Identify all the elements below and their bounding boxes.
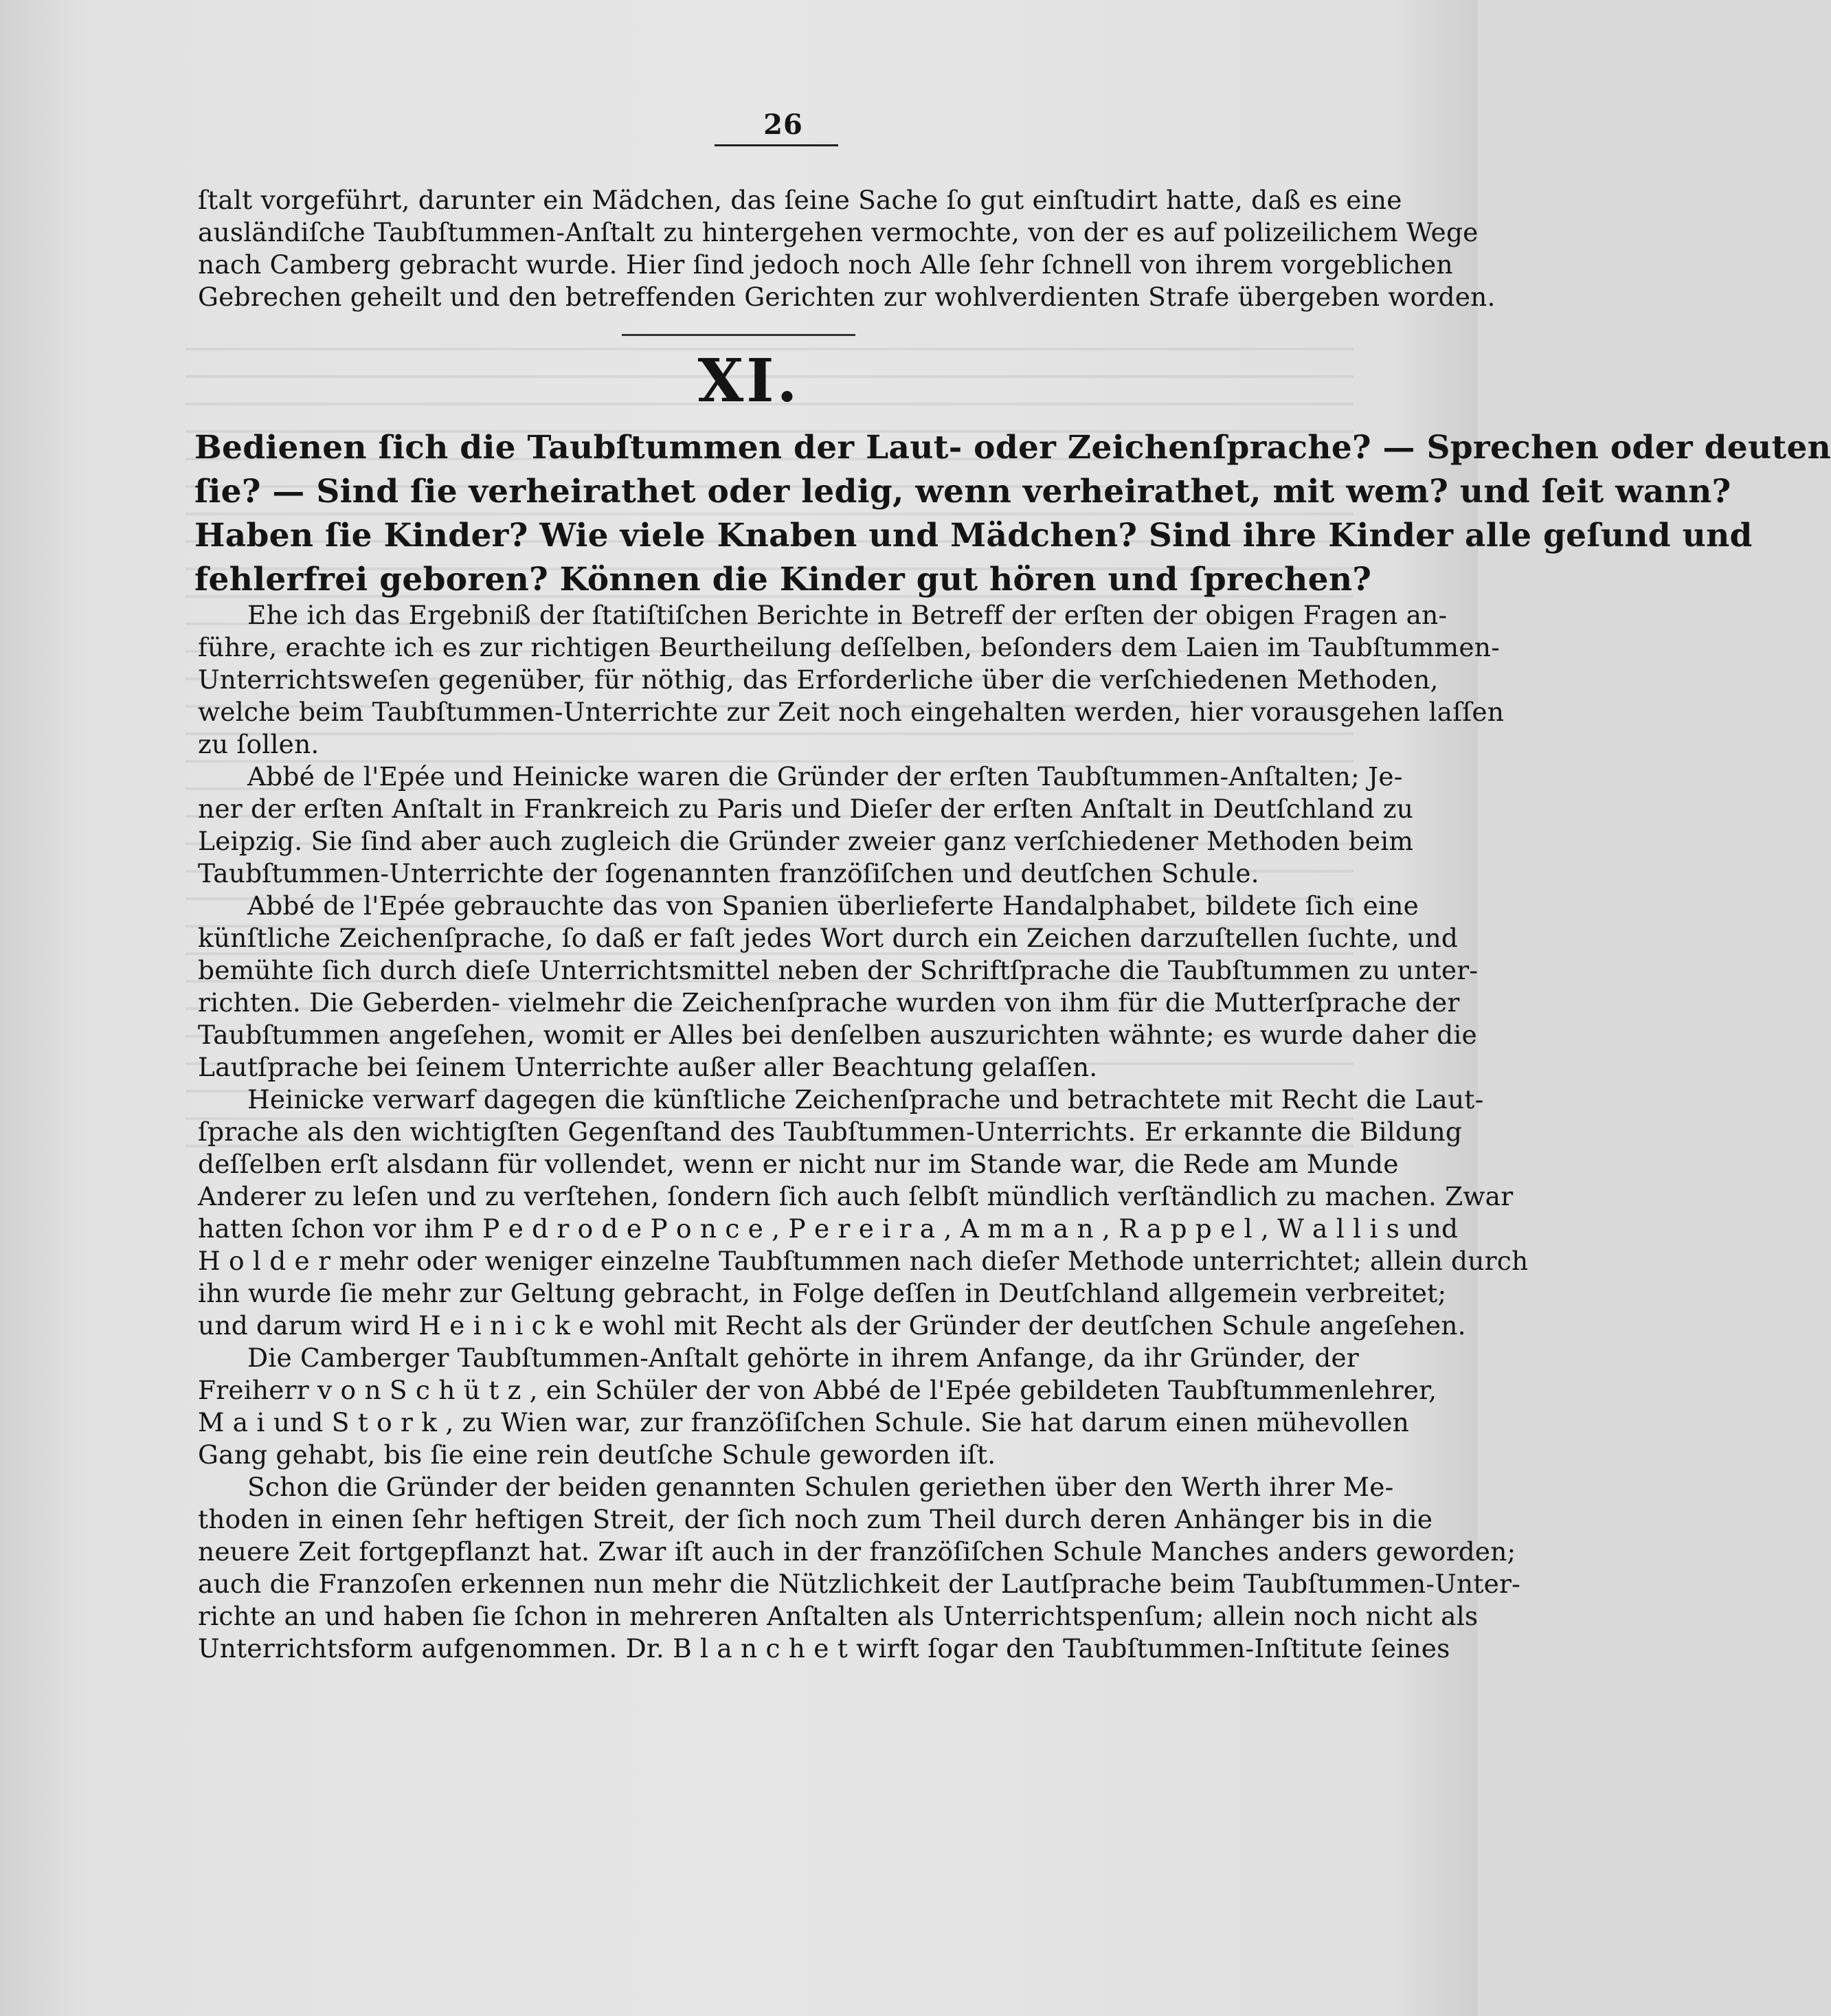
intro-paragraph (198, 184, 1496, 313)
paragraph (198, 1342, 1437, 1471)
paragraph-line: führe, erachte ich es zur richtigen Beurtheilung deſſelben, beſonders dem Laien im Taubſtummen- (198, 632, 1500, 662)
section-numeral: XI. (697, 346, 800, 416)
paragraph-line: bemühte ſich durch dieſe Unterrichtsmittel neben der Schriftſprache die Taubſtummen zu unter- (198, 955, 1479, 985)
paragraph-line: Die Camberger Taubſtummen-Anſtalt gehörte in ihrem Anfange, da ihr Gründer, der (247, 1343, 1360, 1373)
paragraph (198, 890, 1479, 1084)
heading-line: Haben ſie Kinder? Wie viele Knaben und Mädchen? Sind ihre Kinder alle geſund und (194, 517, 1753, 555)
paragraph-line: Anderer zu leſen und zu verſtehen, ſondern ſich auch ſelbſt mündlich verſtändlich zu machen. Zwar (198, 1181, 1514, 1211)
paragraph (198, 599, 1505, 761)
paragraph-line: Abbé de l'Epée und Heinicke waren die Gründer der erſten Taubſtummen-Anſtalten; Je- (247, 761, 1403, 792)
paragraph-line: H o l d e r mehr oder weniger einzelne Taubſtummen nach dieſer Methode unterrichtet; allein durch (198, 1246, 1529, 1276)
intro-line: nach Camberg gebracht wurde. Hier ſind jedoch noch Alle ſehr ſchnell von ihrem vorgeblichen (198, 249, 1453, 280)
page-number-rule (715, 144, 838, 146)
heading-line: fehlerfrei geboren? Können die Kinder gut hören und ſprechen? (194, 561, 1372, 598)
paragraph-line: Freiherr v o n S c h ü t z , ein Schüler der von Abbé de l'Epée gebildeten Taubſtummenlehrer, (198, 1375, 1437, 1405)
heading-line: Bedienen ſich die Taubſtummen der Laut- oder Zeichenſprache? — Sprechen oder deuten (194, 429, 1831, 467)
paragraph (198, 761, 1414, 890)
paragraph-line: Abbé de l'Epée gebrauchte das von Spanien überlieferte Handalphabet, bildete ſich eine (247, 891, 1419, 921)
paragraph-line: deſſelben erſt alsdann für vollendet, wenn er nicht nur im Stande war, die Rede am Munde (198, 1149, 1399, 1179)
intro-line: ausländiſche Taubſtummen-Anſtalt zu hintergehen vermochte, von der es auf polizeilichem Wege (198, 217, 1479, 247)
paragraph-line: Heinicke verwarf dagegen die künſtliche Zeichenſprache und betrachtete mit Recht die Laut- (247, 1084, 1484, 1115)
paragraph-line: künſtliche Zeichenſprache, ſo daß er faſt jedes Wort durch ein Zeichen darzuſtellen ſuchte, und (198, 923, 1459, 953)
paragraph-line: richte an und haben ſie ſchon in mehreren Anſtalten als Unterrichtspenſum; allein noch nicht als (198, 1601, 1479, 1631)
paragraph-line: richten. Die Geberden- vielmehr die Zeichenſprache wurden von ihm für die Mutterſprache der (198, 987, 1460, 1018)
heading-line: ſie? — Sind ſie verheirathet oder ledig, wenn verheirathet, mit wem? und ſeit wann? (194, 473, 1731, 511)
paragraph-line: zu ſollen. (198, 729, 319, 759)
paragraph-line: Unterrichtsweſen gegenüber, für nöthig, das Erforderliche über die verſchiedenen Methoden, (198, 664, 1439, 695)
section-divider (622, 334, 855, 336)
paragraph-line: Lautſprache bei ſeinem Unterrichte außer aller Beachtung gelaſſen. (198, 1052, 1098, 1082)
paragraph (198, 1084, 1529, 1342)
body-text (198, 599, 1529, 1665)
paragraph-line: Leipzig. Sie ſind aber auch zugleich die Gründer zweier ganz verſchiedener Methoden beim (198, 826, 1414, 856)
paragraph-line: auch die Franzoſen erkennen nun mehr die Nützlichkeit der Lautſprache beim Taubſtummen-Unter- (198, 1569, 1520, 1599)
paragraph-line: ſprache als den wichtigſten Gegenſtand des Taubſtummen-Unterrichts. Er erkannte die Bildung (198, 1117, 1463, 1147)
paragraph-line: und darum wird H e i n i c k e wohl mit Recht als der Gründer der deutſchen Schule angeſehen. (198, 1310, 1466, 1341)
page-number: 26 (763, 109, 803, 141)
paragraph-line: Unterrichtsform aufgenommen. Dr. B l a n c h e t wirft ſogar den Taubſtummen-Inſtitute ſeines (198, 1633, 1450, 1664)
paragraph-line: M a i und S t o r k , zu Wien war, zur franzöſiſchen Schule. Sie hat darum einen mühevollen (198, 1407, 1409, 1437)
intro-line: ſtalt vorgeführt, darunter ein Mädchen, das ſeine Sache ſo gut einſtudirt hatte, daß es eine (198, 185, 1402, 215)
paragraph-line: ihn wurde ſie mehr zur Geltung gebracht, in Folge deſſen in Deutſchland allgemein verbreitet; (198, 1278, 1447, 1308)
paragraph-line: Gang gehabt, bis ſie eine rein deutſche Schule geworden iſt. (198, 1440, 996, 1470)
paragraph-line: Ehe ich das Ergebniß der ſtatiſtiſchen Berichte in Betreff der erſten der obigen Fragen an- (247, 600, 1448, 630)
paragraph-line: welche beim Taubſtummen-Unterrichte zur Zeit noch eingehalten werden, hier vorausgehen laſſen (198, 697, 1505, 727)
paragraph-line: thoden in einen ſehr heftigen Streit, der ſich noch zum Theil durch deren Anhänger bis in die (198, 1504, 1433, 1534)
section-heading (194, 426, 1831, 602)
paragraph-line: Taubſtummen-Unterrichte der ſogenannten franzöſiſchen und deutſchen Schule. (198, 858, 1259, 888)
paragraph-line: Taubſtummen angeſehen, womit er Alles bei denſelben auszurichten wähnte; es wurde daher die (198, 1020, 1477, 1050)
paragraph-line: Schon die Gründer der beiden genannten Schulen geriethen über den Werth ihrer Me- (247, 1472, 1394, 1502)
intro-line: Gebrechen geheilt und den betreffenden Gerichten zur wohlverdienten Strafe übergeben worden. (198, 282, 1496, 312)
paragraph-line: ner der erſten Anſtalt in Frankreich zu Paris und Dieſer der erſten Anſtalt in Deutſchland zu (198, 794, 1414, 824)
paragraph (198, 1471, 1520, 1665)
paragraph-line: neuere Zeit fortgepflanzt hat. Zwar iſt auch in der franzöſiſchen Schule Manches anders geworden; (198, 1536, 1516, 1567)
paragraph-line: hatten ſchon vor ihm P e d r o d e P o n c e , P e r e i r a , A m m a n , R a p p e l , W a l l i s und (198, 1213, 1459, 1244)
